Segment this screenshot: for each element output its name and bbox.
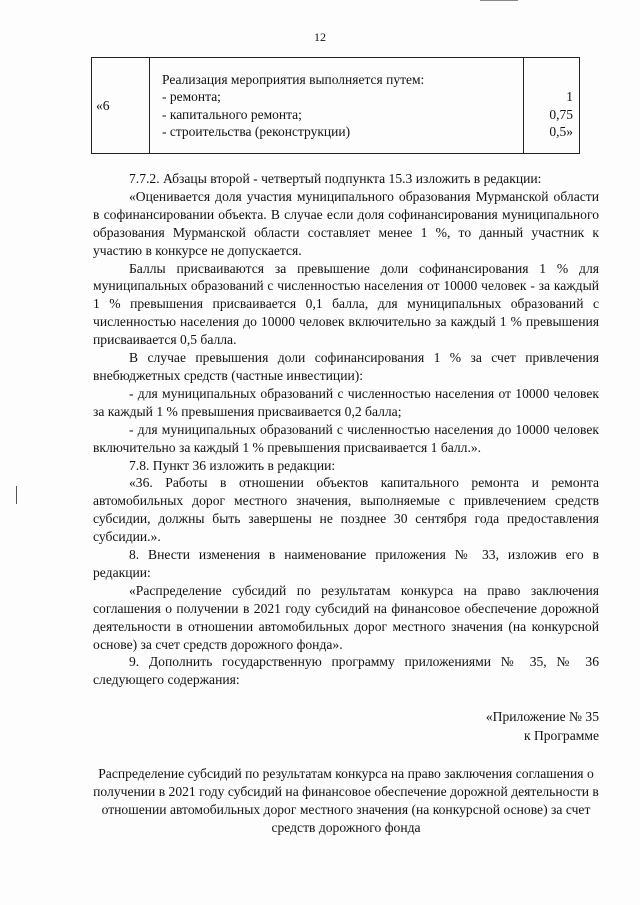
row-number-cell: «6 — [92, 58, 150, 154]
paragraph: «Оценивается доля участия муниципального образования Мурманской области в софинансировании объекта. В случае если доля софинансирования муниципального образования Мурманской области составляет менее 1 %, то данный участник к участию в конкурсе не допускается. — [93, 188, 599, 258]
paragraph-heading: 7.7.2. Абзацы второй - четвертый подпункта 15.3 изложить в редакции: — [129, 171, 542, 186]
paragraph: Баллы присваиваются за превышение доли софинансирования 1 % для муниципальных образований с численностью населения от 10000 человек - за каждый 1 % превышения присваивается 0,1 балла, для муниципальных образований с численностью населения до 10000 человек включительно за каждый 1 % превышения присваивается 0,5 балла. — [93, 260, 599, 348]
paragraph: «Распределение субсидий по результатам конкурса на право заключения соглашения о получении в 2021 году субсидий на финансовое обеспечение дорожной деятельности в отношении автомобильных дорог местного значения (на конкурсной основе) за счет средств дорожного фонда». — [93, 582, 599, 652]
appendix-number: «Приложение № 35 — [485, 709, 599, 724]
paragraph: 9. Дополнить государственную программу приложениями № 35, № 36 следующего содержания: — [93, 654, 599, 688]
paragraph: «36. Работы в отношении объектов капитального ремонта и ремонта автомобильных дорог местного значения, выполняемые с привлечением средств субсидии, должны быть завершены не позднее 30 сентября года предоставления субсидии.». — [93, 475, 599, 545]
paragraph-heading: 7.8. Пункт 36 изложить в редакции: — [129, 457, 336, 473]
score-value: 1 — [566, 89, 573, 104]
criteria-item: - ремонта; — [162, 89, 221, 104]
appendix-program: к Программе — [523, 727, 599, 743]
table-row — [92, 58, 580, 154]
paragraph: В случае превышения доли софинансирования 1 % за счет привлечения внебюджетных средств (частные инвестиции): — [93, 350, 599, 383]
criteria-item: - капитального ремонта; — [162, 106, 302, 122]
criteria-table — [91, 57, 580, 154]
criteria-item: - строительства (реконструкции) — [162, 124, 351, 139]
top-edge-mark — [480, 0, 518, 1]
score-value-cell — [524, 58, 580, 154]
score-value: 0,5» — [549, 124, 573, 139]
paragraph: - для муниципальных образований с численностью населения до 10000 человек включительно за каждый 1 % превышения присваивается 1 балл.». — [93, 421, 599, 455]
binding-mark — [16, 486, 17, 504]
criteria-intro: Реализация мероприятия выполняется путем: — [162, 71, 425, 87]
score-value: 0,75 — [549, 106, 573, 122]
paragraph: 8. Внести изменения в наименование приложения № 33, изложив его в редакции: — [93, 547, 599, 580]
criteria-text-cell — [150, 58, 524, 154]
page-number: 12 — [314, 30, 326, 44]
appendix-title: Распределение субсидий по результатам конкурса на право заключения соглашения о получении в 2021 году субсидий на финансовое обеспечение дорожной деятельности в отношении автомобильных дорог местного значения (на конкурсной основе) за счет средств дорожного фонда — [93, 766, 599, 835]
paragraph: - для муниципальных образований с численностью населения от 10000 человек за каждый 1 % превышения присваивается 0,2 балла; — [93, 385, 599, 419]
appendix-reference — [400, 708, 599, 745]
document-body — [93, 170, 599, 689]
